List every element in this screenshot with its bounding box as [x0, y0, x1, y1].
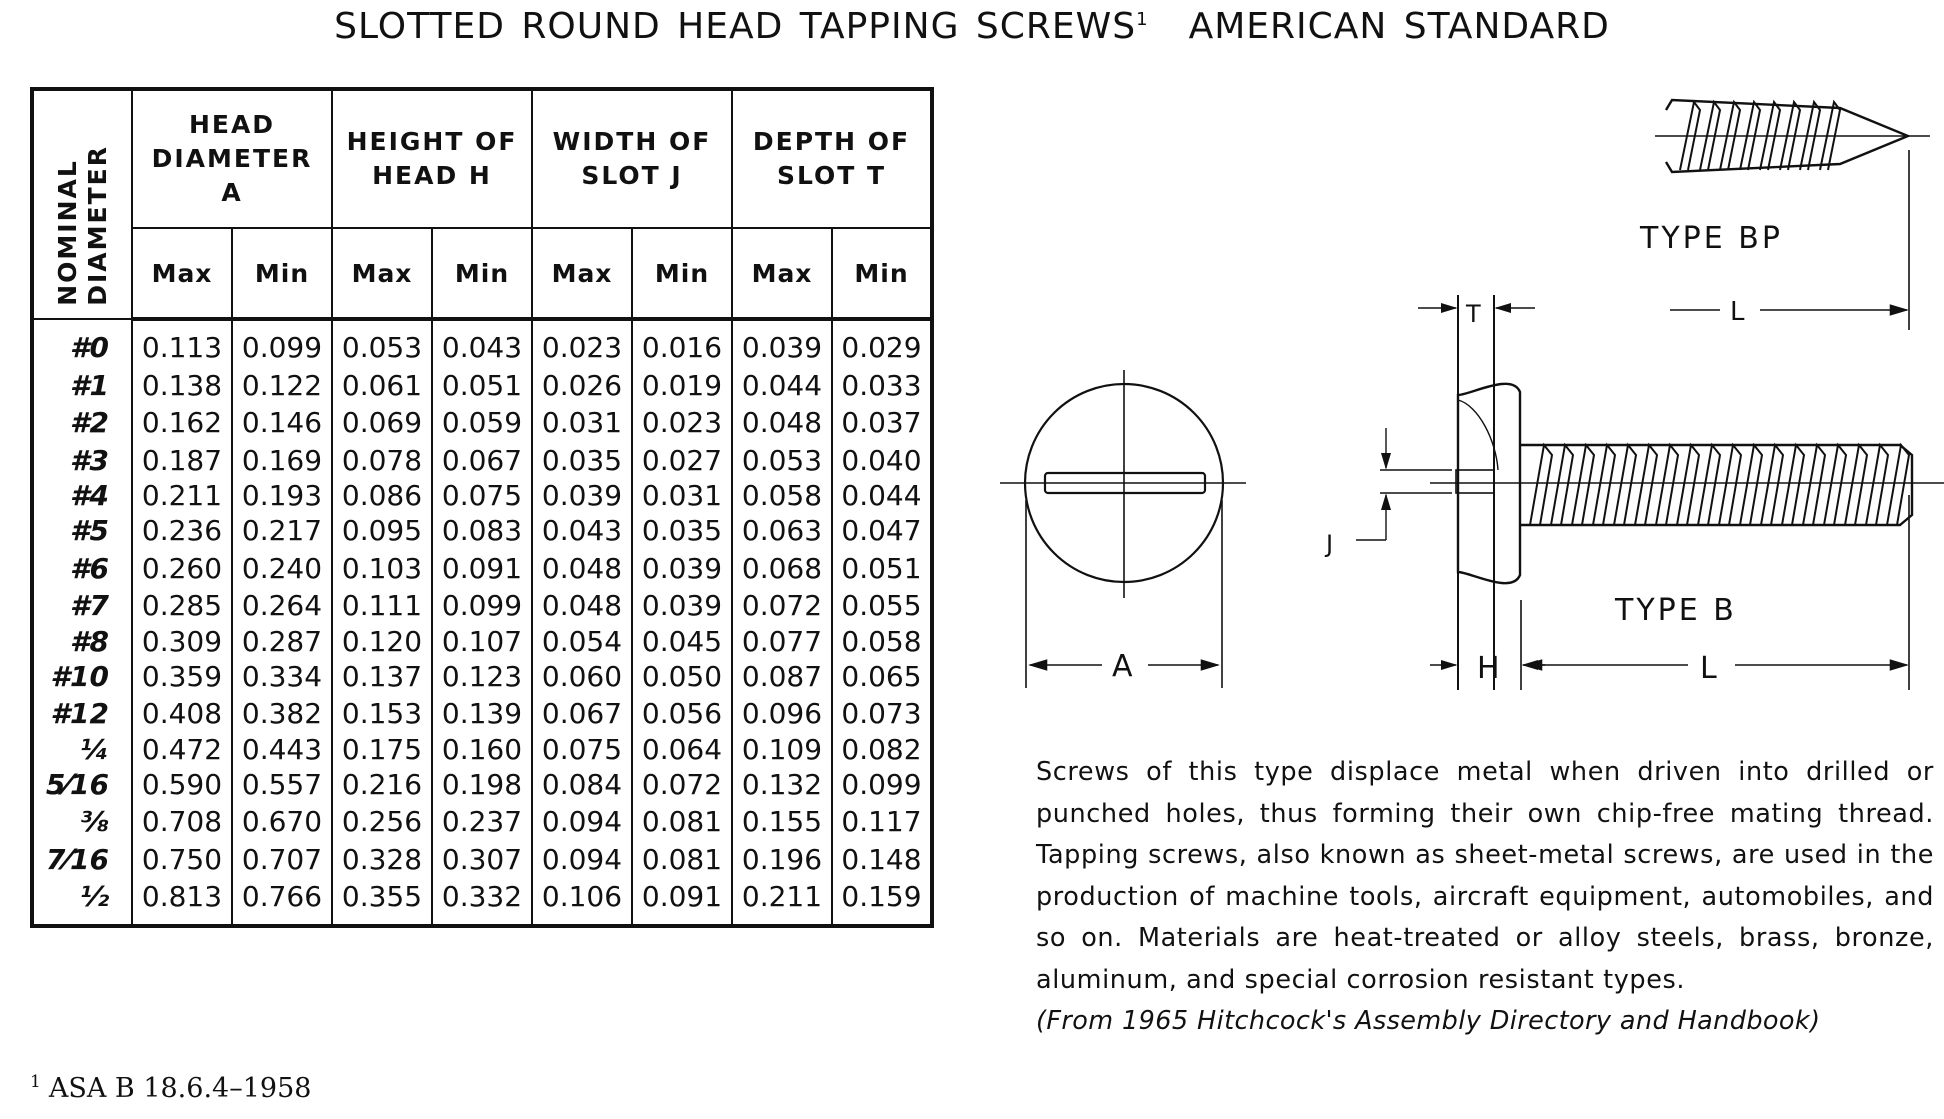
nominal-diameter-cell: #0 — [32, 319, 132, 367]
value-cell: 0.053 — [732, 442, 832, 480]
value-cell: 0.047 — [832, 512, 932, 550]
value-cell: 0.095 — [332, 512, 432, 550]
value-cell: 0.328 — [332, 841, 432, 879]
table-row — [32, 841, 932, 879]
value-cell: 0.813 — [132, 878, 232, 926]
value-cell: 0.107 — [432, 625, 532, 658]
value-cell: 0.285 — [132, 587, 232, 625]
value-cell: 0.067 — [532, 695, 632, 733]
subheader-min: Min — [832, 228, 932, 319]
value-cell: 0.120 — [332, 625, 432, 658]
value-cell: 0.044 — [732, 367, 832, 405]
type-b-screw — [1356, 295, 1944, 690]
table-row — [32, 442, 932, 480]
subheader-max: Max — [132, 228, 232, 319]
head-top-view — [1000, 370, 1246, 688]
value-cell: 0.054 — [532, 625, 632, 658]
value-cell: 0.106 — [532, 878, 632, 926]
value-cell: 0.117 — [832, 803, 932, 841]
value-cell: 0.063 — [732, 512, 832, 550]
value-cell: 0.084 — [532, 766, 632, 804]
value-cell: 0.111 — [332, 587, 432, 625]
value-cell: 0.175 — [332, 733, 432, 766]
table-row — [32, 878, 932, 926]
value-cell: 0.081 — [632, 841, 732, 879]
value-cell: 0.068 — [732, 550, 832, 588]
value-cell: 0.053 — [332, 319, 432, 367]
value-cell: 0.109 — [732, 733, 832, 766]
value-cell: 0.139 — [432, 695, 532, 733]
value-cell: 0.094 — [532, 803, 632, 841]
value-cell: 0.050 — [632, 658, 732, 696]
value-cell: 0.264 — [232, 587, 332, 625]
value-cell: 0.159 — [832, 878, 932, 926]
value-cell: 0.061 — [332, 367, 432, 405]
value-cell: 0.075 — [532, 733, 632, 766]
dim-j-label: J — [1326, 530, 1334, 558]
nominal-diameter-cell: ⅜ — [32, 803, 132, 841]
value-cell: 0.035 — [632, 512, 732, 550]
value-cell: 0.287 — [232, 625, 332, 658]
value-cell: 0.217 — [232, 512, 332, 550]
table-row — [32, 803, 932, 841]
value-cell: 0.039 — [732, 319, 832, 367]
value-cell: 0.707 — [232, 841, 332, 879]
header-width-of-slot: WIDTH OF SLOT J — [532, 89, 732, 228]
value-cell: 0.382 — [232, 695, 332, 733]
nominal-diameter-cell: #6 — [32, 550, 132, 588]
value-cell: 0.132 — [732, 766, 832, 804]
value-cell: 0.081 — [632, 803, 732, 841]
value-cell: 0.096 — [732, 695, 832, 733]
nominal-diameter-cell: #1 — [32, 367, 132, 405]
nominal-diameter-cell: #2 — [32, 404, 132, 442]
title-text: SLOTTED ROUND HEAD TAPPING SCREWS — [334, 6, 1137, 47]
value-cell: 0.099 — [232, 319, 332, 367]
value-cell: 0.069 — [332, 404, 432, 442]
header-depth-of-slot: DEPTH OF SLOT T — [732, 89, 932, 228]
subheader-min: Min — [232, 228, 332, 319]
value-cell: 0.099 — [432, 587, 532, 625]
table-row — [32, 319, 932, 367]
value-cell: 0.099 — [832, 766, 932, 804]
value-cell: 0.058 — [832, 625, 932, 658]
value-cell: 0.027 — [632, 442, 732, 480]
nominal-diameter-cell: 7⁄16 — [32, 841, 132, 879]
table-row — [32, 367, 932, 405]
value-cell: 0.072 — [732, 587, 832, 625]
value-cell: 0.065 — [832, 658, 932, 696]
table-row — [32, 658, 932, 696]
value-cell: 0.590 — [132, 766, 232, 804]
nominal-diameter-cell: #12 — [32, 695, 132, 733]
screw-dimensions-table — [30, 87, 934, 928]
value-cell: 0.058 — [732, 479, 832, 512]
value-cell: 0.113 — [132, 319, 232, 367]
value-cell: 0.083 — [432, 512, 532, 550]
table-row — [32, 404, 932, 442]
value-cell: 0.019 — [632, 367, 732, 405]
value-cell: 0.138 — [132, 367, 232, 405]
value-cell: 0.040 — [832, 442, 932, 480]
value-cell: 0.260 — [132, 550, 232, 588]
footnote — [30, 1072, 311, 1104]
value-cell: 0.051 — [832, 550, 932, 588]
value-cell: 0.075 — [432, 479, 532, 512]
value-cell: 0.023 — [532, 319, 632, 367]
dim-a-label: A — [1112, 649, 1133, 684]
value-cell: 0.016 — [632, 319, 732, 367]
value-cell: 0.670 — [232, 803, 332, 841]
value-cell: 0.355 — [332, 878, 432, 926]
subheader-min: Min — [632, 228, 732, 319]
value-cell: 0.237 — [432, 803, 532, 841]
value-cell: 0.060 — [532, 658, 632, 696]
value-cell: 0.332 — [432, 878, 532, 926]
value-cell: 0.045 — [632, 625, 732, 658]
value-cell: 0.039 — [632, 587, 732, 625]
table-row — [32, 479, 932, 512]
subheader-max: Max — [732, 228, 832, 319]
table-row — [32, 625, 932, 658]
value-cell: 0.408 — [132, 695, 232, 733]
value-cell: 0.211 — [132, 479, 232, 512]
value-cell: 0.256 — [332, 803, 432, 841]
value-cell: 0.056 — [632, 695, 732, 733]
value-cell: 0.443 — [232, 733, 332, 766]
header-height-of-head: HEIGHT OF HEAD H — [332, 89, 532, 228]
value-cell: 0.087 — [732, 658, 832, 696]
value-cell: 0.031 — [532, 404, 632, 442]
value-cell: 0.055 — [832, 587, 932, 625]
value-cell: 0.137 — [332, 658, 432, 696]
value-cell: 0.196 — [732, 841, 832, 879]
value-cell: 0.122 — [232, 367, 332, 405]
value-cell: 0.067 — [432, 442, 532, 480]
table-row — [32, 512, 932, 550]
value-cell: 0.193 — [232, 479, 332, 512]
table-row — [32, 733, 932, 766]
value-cell: 0.216 — [332, 766, 432, 804]
value-cell: 0.766 — [232, 878, 332, 926]
value-cell: 0.359 — [132, 658, 232, 696]
value-cell: 0.211 — [732, 878, 832, 926]
nominal-diameter-cell: #7 — [32, 587, 132, 625]
value-cell: 0.187 — [132, 442, 232, 480]
value-cell: 0.073 — [832, 695, 932, 733]
page-title — [0, 6, 1944, 47]
value-cell: 0.043 — [432, 319, 532, 367]
nominal-diameter-cell: #8 — [32, 625, 132, 658]
dim-h-label: H — [1477, 651, 1500, 686]
value-cell: 0.334 — [232, 658, 332, 696]
value-cell: 0.103 — [332, 550, 432, 588]
type-b-label: TYPE B — [1615, 593, 1737, 628]
value-cell: 0.059 — [432, 404, 532, 442]
value-cell: 0.240 — [232, 550, 332, 588]
value-cell: 0.236 — [132, 512, 232, 550]
subheader-max: Max — [332, 228, 432, 319]
table-row — [32, 550, 932, 588]
value-cell: 0.557 — [232, 766, 332, 804]
title-footnote-mark: 1 — [1136, 9, 1149, 30]
value-cell: 0.160 — [432, 733, 532, 766]
type-bp-screw — [1655, 100, 1930, 330]
value-cell: 0.094 — [532, 841, 632, 879]
table-body — [32, 319, 932, 926]
description-text: Screws of this type displace metal when driven into drilled or punched holes, thus forming their own chip-free mating thread. Tapping screws, also known as sheet-metal screws, are used in the production of machine tools, aircraft equipment, automobiles, and so on. Materials are heat-treated or alloy steels, brass, bronze, aluminum, and special corrosion resistant types. — [1036, 757, 1934, 995]
screw-drawing — [990, 78, 1944, 708]
value-cell: 0.169 — [232, 442, 332, 480]
value-cell: 0.023 — [632, 404, 732, 442]
value-cell: 0.155 — [732, 803, 832, 841]
value-cell: 0.072 — [632, 766, 732, 804]
source-citation: (From 1965 Hitchcock's Assembly Directory and Handbook) — [1036, 1006, 1821, 1036]
value-cell: 0.198 — [432, 766, 532, 804]
value-cell: 0.078 — [332, 442, 432, 480]
value-cell: 0.048 — [532, 587, 632, 625]
value-cell: 0.148 — [832, 841, 932, 879]
value-cell: 0.472 — [132, 733, 232, 766]
dim-t-label: T — [1466, 300, 1481, 328]
value-cell: 0.048 — [732, 404, 832, 442]
value-cell: 0.077 — [732, 625, 832, 658]
value-cell: 0.307 — [432, 841, 532, 879]
value-cell: 0.123 — [432, 658, 532, 696]
value-cell: 0.048 — [532, 550, 632, 588]
dim-l-bottom-label: L — [1700, 651, 1717, 686]
value-cell: 0.035 — [532, 442, 632, 480]
nominal-diameter-cell: #5 — [32, 512, 132, 550]
value-cell: 0.091 — [432, 550, 532, 588]
title-standard: AMERICAN STANDARD — [1188, 6, 1610, 47]
subheader-max: Max — [532, 228, 632, 319]
table-row — [32, 695, 932, 733]
description — [1036, 752, 1934, 1043]
footnote-text: ASA B 18.6.4–1958 — [48, 1073, 312, 1104]
value-cell: 0.750 — [132, 841, 232, 879]
value-cell: 0.029 — [832, 319, 932, 367]
nominal-diameter-cell: 5⁄16 — [32, 766, 132, 804]
subheader-min: Min — [432, 228, 532, 319]
value-cell: 0.039 — [532, 479, 632, 512]
value-cell: 0.708 — [132, 803, 232, 841]
value-cell: 0.091 — [632, 878, 732, 926]
type-bp-label: TYPE BP — [1640, 221, 1783, 256]
value-cell: 0.039 — [632, 550, 732, 588]
header-head-diameter: HEAD DIAMETER A — [132, 89, 332, 228]
value-cell: 0.037 — [832, 404, 932, 442]
nominal-diameter-cell: #10 — [32, 658, 132, 696]
value-cell: 0.082 — [832, 733, 932, 766]
value-cell: 0.043 — [532, 512, 632, 550]
value-cell: 0.153 — [332, 695, 432, 733]
header-nominal-diameter: NOMINAL DIAMETER — [32, 89, 132, 319]
table-row — [32, 587, 932, 625]
value-cell: 0.086 — [332, 479, 432, 512]
value-cell: 0.033 — [832, 367, 932, 405]
footnote-mark: 1 — [30, 1072, 41, 1092]
value-cell: 0.146 — [232, 404, 332, 442]
value-cell: 0.309 — [132, 625, 232, 658]
value-cell: 0.162 — [132, 404, 232, 442]
nominal-diameter-cell: #4 — [32, 479, 132, 512]
value-cell: 0.031 — [632, 479, 732, 512]
dim-l-top-label: L — [1730, 297, 1745, 327]
nominal-diameter-cell: ½ — [32, 878, 132, 926]
value-cell: 0.044 — [832, 479, 932, 512]
table-row — [32, 766, 932, 804]
nominal-diameter-cell: #3 — [32, 442, 132, 480]
value-cell: 0.064 — [632, 733, 732, 766]
value-cell: 0.026 — [532, 367, 632, 405]
nominal-diameter-cell: ¼ — [32, 733, 132, 766]
value-cell: 0.051 — [432, 367, 532, 405]
